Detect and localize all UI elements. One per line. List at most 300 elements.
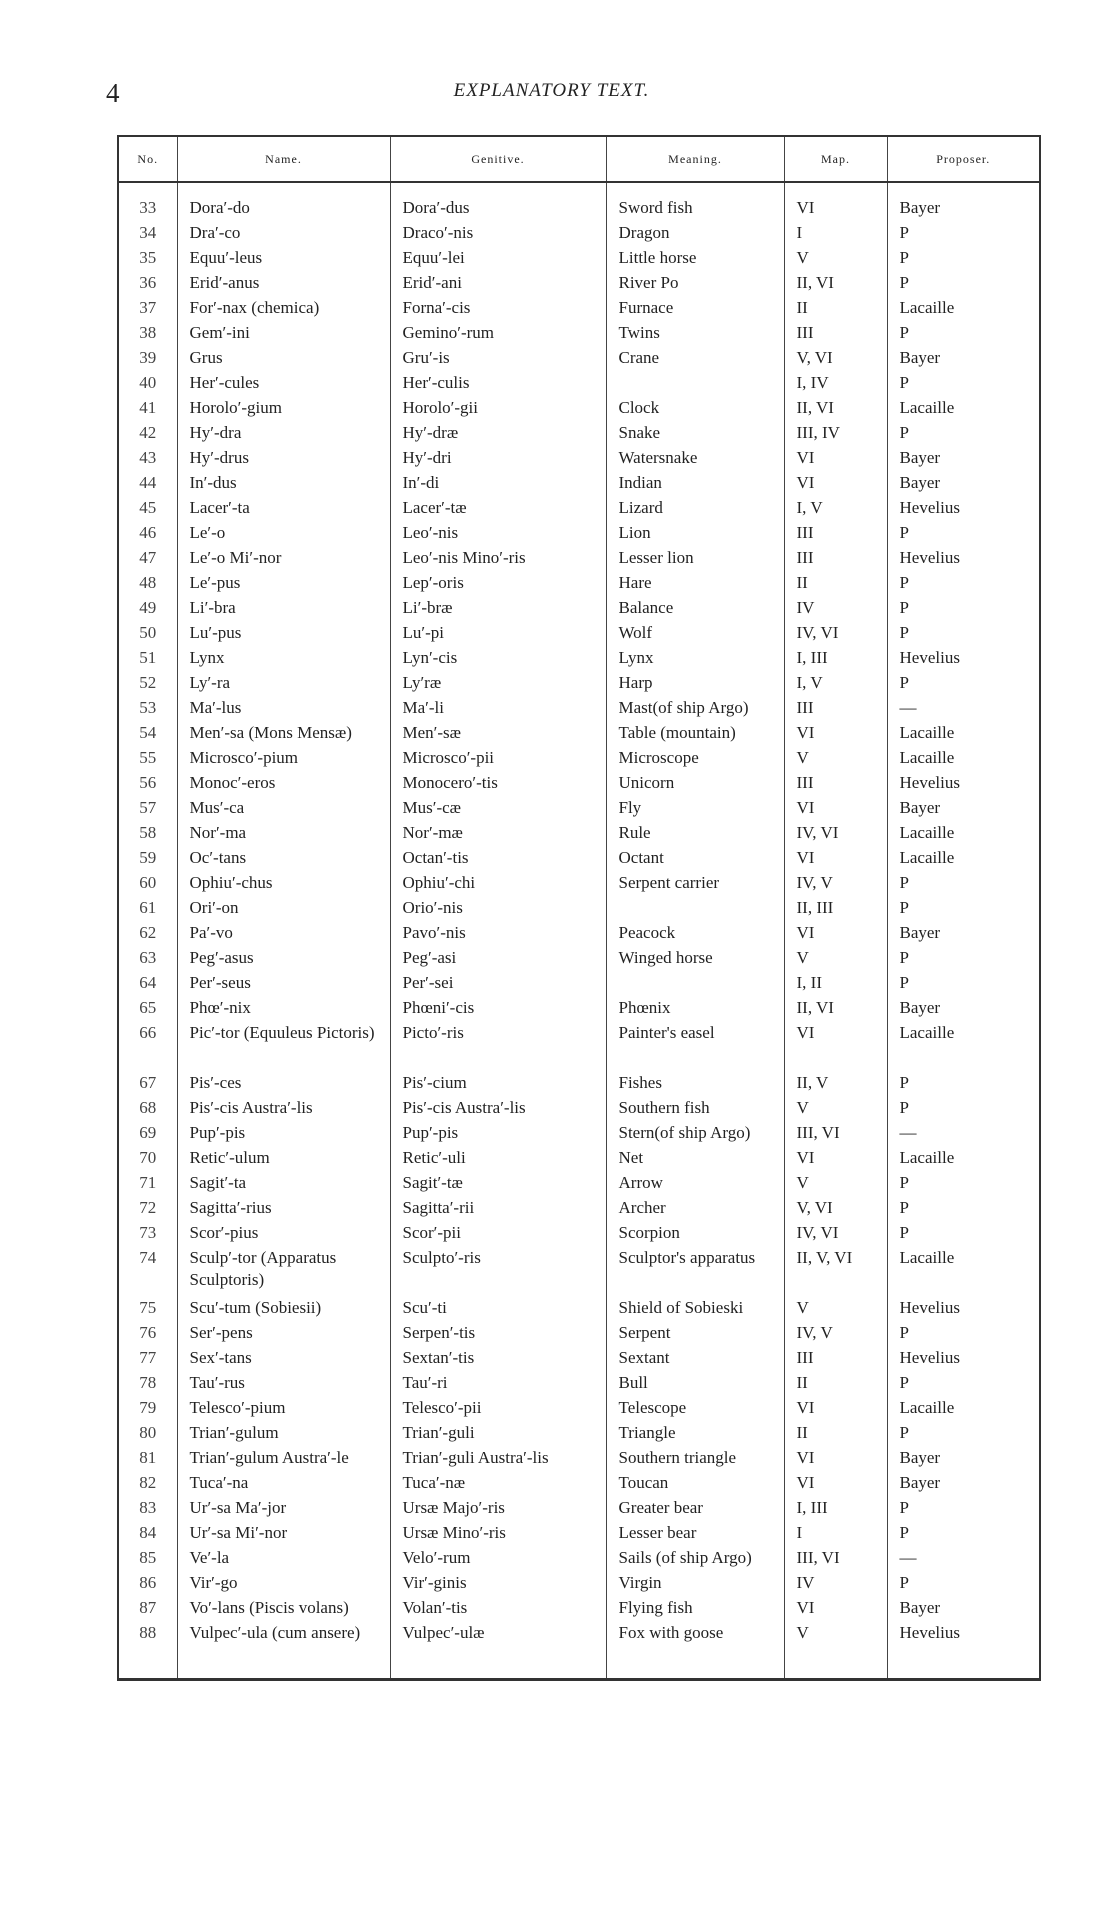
row-number: 82 [119, 1472, 177, 1497]
row-genitive: Pup′-pis [390, 1122, 606, 1147]
row-proposer: Hevelius [899, 648, 960, 667]
row-name: Pa′-vo [177, 922, 390, 947]
row-meaning: Rule [606, 822, 784, 847]
row-number: 38 [119, 322, 177, 347]
row-proposer: Bayer [899, 1598, 941, 1617]
row-genitive: Equu′-lei [390, 247, 606, 272]
row-number: 75 [119, 1297, 177, 1322]
row-map: IV [784, 1572, 887, 1597]
row-proposer: P [899, 873, 909, 892]
row-genitive: Forna′-cis [390, 297, 606, 322]
row-map: I, III [784, 647, 887, 672]
row-number: 41 [119, 397, 177, 422]
row-name: Ma′-lus [177, 697, 390, 722]
row-genitive: Men′-sæ [390, 722, 606, 747]
table-row [119, 647, 1039, 672]
row-number: 59 [119, 847, 177, 872]
row-map: I, II [784, 972, 887, 997]
row-genitive: Scor′-pii [390, 1222, 606, 1247]
row-name: Pis′-cis Austra′-lis [177, 1097, 390, 1122]
row-meaning: Triangle [606, 1422, 784, 1447]
table-row [119, 1522, 1039, 1547]
row-number: 51 [119, 647, 177, 672]
row-number: 56 [119, 772, 177, 797]
row-meaning: Serpent carrier [606, 872, 784, 897]
row-proposer: P [899, 323, 909, 342]
row-name: Vulpec′-ula (cum ansere) [177, 1622, 390, 1678]
row-meaning: Virgin [606, 1572, 784, 1597]
row-name: Scor′-pius [177, 1222, 390, 1247]
row-genitive: Peg′-asi [390, 947, 606, 972]
row-name: Oc′-tans [177, 847, 390, 872]
row-meaning: Octant [606, 847, 784, 872]
row-meaning: Serpent [606, 1322, 784, 1347]
row-number: 57 [119, 797, 177, 822]
row-map: I [784, 222, 887, 247]
row-meaning: Fox with goose [606, 1622, 784, 1678]
row-meaning: Flying fish [606, 1597, 784, 1622]
row-map: III [784, 697, 887, 722]
row-meaning: Phœnix [606, 997, 784, 1022]
row-map: II [784, 297, 887, 322]
row-meaning: Shield of Sobieski [606, 1297, 784, 1322]
row-number: 80 [119, 1422, 177, 1447]
row-map: V [784, 1172, 887, 1197]
row-name: Hy′-dra [177, 422, 390, 447]
row-map: IV, VI [784, 622, 887, 647]
row-genitive: Vir′-ginis [390, 1572, 606, 1597]
table-row [119, 522, 1039, 547]
row-map: III, IV [784, 422, 887, 447]
row-genitive: Monocero′-tis [390, 772, 606, 797]
row-proposer: Lacaille [899, 1248, 955, 1267]
table-row [119, 1372, 1039, 1397]
row-number: 74 [119, 1247, 177, 1297]
column-header-no: No. [119, 137, 177, 182]
row-map: III, VI [784, 1547, 887, 1572]
row-number: 33 [119, 197, 177, 222]
row-name: Phœ′-nix [177, 997, 390, 1022]
row-meaning: Painter's easel [606, 1022, 784, 1072]
row-genitive: Ursæ Majo′-ris [390, 1497, 606, 1522]
row-name: Dra′-co [177, 222, 390, 247]
row-name: Sagit′-ta [177, 1172, 390, 1197]
row-name: Vo′-lans (Piscis volans) [177, 1597, 390, 1622]
table-row [119, 897, 1039, 922]
row-proposer: Lacaille [899, 823, 955, 842]
row-number: 47 [119, 547, 177, 572]
row-meaning: Clock [606, 397, 784, 422]
row-map: I, V [784, 497, 887, 522]
row-number: 69 [119, 1122, 177, 1147]
row-number: 86 [119, 1572, 177, 1597]
table-row [119, 1547, 1039, 1572]
row-genitive: Volan′-tis [390, 1597, 606, 1622]
row-meaning: Indian [606, 472, 784, 497]
row-name: Le′-pus [177, 572, 390, 597]
row-number: 85 [119, 1547, 177, 1572]
row-proposer: P [899, 423, 909, 442]
table-row [119, 847, 1039, 872]
row-meaning: Scorpion [606, 1222, 784, 1247]
row-meaning [606, 372, 784, 397]
table-row [119, 272, 1039, 297]
row-number: 65 [119, 997, 177, 1022]
row-proposer: P [899, 1223, 909, 1242]
row-genitive: Mus′-cæ [390, 797, 606, 822]
row-map: VI [784, 797, 887, 822]
row-number: 79 [119, 1397, 177, 1422]
row-name: Trian′-gulum Austra′-le [177, 1447, 390, 1472]
row-number: 55 [119, 747, 177, 772]
table-row [119, 472, 1039, 497]
row-proposer: Bayer [899, 473, 941, 492]
table-row [119, 497, 1039, 522]
row-map: I, III [784, 1497, 887, 1522]
row-map: II, VI [784, 997, 887, 1022]
row-genitive: Pavo′-nis [390, 922, 606, 947]
row-map: V [784, 1097, 887, 1122]
row-name: Erid′-anus [177, 272, 390, 297]
row-meaning: Greater bear [606, 1497, 784, 1522]
row-number: 52 [119, 672, 177, 697]
table-row [119, 197, 1039, 222]
row-genitive: Per′-sei [390, 972, 606, 997]
row-meaning: Toucan [606, 1472, 784, 1497]
row-meaning: Little horse [606, 247, 784, 272]
table-row [119, 947, 1039, 972]
row-proposer: P [899, 273, 909, 292]
row-genitive: Horolo′-gii [390, 397, 606, 422]
row-number: 62 [119, 922, 177, 947]
row-proposer: Hevelius [899, 1623, 960, 1642]
row-number: 60 [119, 872, 177, 897]
row-genitive: Lacer′-tæ [390, 497, 606, 522]
row-map: VI [784, 1447, 887, 1472]
row-map: II, V [784, 1072, 887, 1097]
table-row [119, 1022, 1039, 1072]
row-name: Trian′-gulum [177, 1422, 390, 1447]
row-proposer: Bayer [899, 923, 941, 942]
row-number: 37 [119, 297, 177, 322]
row-genitive: Phœni′-cis [390, 997, 606, 1022]
row-name: Li′-bra [177, 597, 390, 622]
table-row [119, 1497, 1039, 1522]
row-number: 44 [119, 472, 177, 497]
row-number: 43 [119, 447, 177, 472]
row-proposer: P [899, 1073, 909, 1092]
row-map: II, VI [784, 397, 887, 422]
row-genitive: Trian′-guli [390, 1422, 606, 1447]
table-row [119, 797, 1039, 822]
row-map: III [784, 772, 887, 797]
column-header-proposer: Proposer. [887, 137, 1039, 182]
row-proposer: Lacaille [899, 1398, 955, 1417]
row-name: Ur′-sa Ma′-jor [177, 1497, 390, 1522]
table-row [119, 1122, 1039, 1147]
row-genitive: Pis′-cis Austra′-lis [390, 1097, 606, 1122]
row-proposer: P [899, 248, 909, 267]
row-proposer: Lacaille [899, 848, 955, 867]
row-name: Horolo′-gium [177, 397, 390, 422]
table-row [119, 1322, 1039, 1347]
table-row [119, 772, 1039, 797]
table-row [119, 1147, 1039, 1172]
row-map: III [784, 322, 887, 347]
row-map: V, VI [784, 347, 887, 372]
row-proposer: Hevelius [899, 498, 960, 517]
row-genitive: Ursæ Mino′-ris [390, 1522, 606, 1547]
row-meaning: Archer [606, 1197, 784, 1222]
table-row [119, 247, 1039, 272]
row-proposer: Lacaille [899, 748, 955, 767]
row-genitive: Ophiu′-chi [390, 872, 606, 897]
row-number: 35 [119, 247, 177, 272]
row-map: V [784, 247, 887, 272]
row-name: Le′-o [177, 522, 390, 547]
row-number: 64 [119, 972, 177, 997]
table-row [119, 1222, 1039, 1247]
row-map: V [784, 747, 887, 772]
row-genitive: Tau′-ri [390, 1372, 606, 1397]
row-name: Microsco′-pium [177, 747, 390, 772]
row-proposer: — [899, 698, 917, 717]
row-number: 34 [119, 222, 177, 247]
row-map: I [784, 1522, 887, 1547]
row-meaning: Snake [606, 422, 784, 447]
row-name: Sculp′-tor (Apparatus Sculptoris) [177, 1247, 390, 1297]
row-map: VI [784, 1597, 887, 1622]
row-genitive: Vulpec′-ulæ [390, 1622, 606, 1678]
row-genitive: Scu′-ti [390, 1297, 606, 1322]
row-map: VI [784, 922, 887, 947]
row-name: Ophiu′-chus [177, 872, 390, 897]
row-proposer: P [899, 523, 909, 542]
row-genitive: Sextan′-tis [390, 1347, 606, 1372]
table-spacer-row [119, 182, 1039, 197]
row-name: Per′-seus [177, 972, 390, 997]
row-genitive: Trian′-guli Austra′-lis [390, 1447, 606, 1472]
row-proposer: Bayer [899, 998, 941, 1017]
row-number: 66 [119, 1022, 177, 1072]
table-row [119, 747, 1039, 772]
row-map: VI [784, 1397, 887, 1422]
row-meaning: Telescope [606, 1397, 784, 1422]
row-genitive: Nor′-mæ [390, 822, 606, 847]
row-name: Sex′-tans [177, 1347, 390, 1372]
row-genitive: Gemino′-rum [390, 322, 606, 347]
running-title: EXPLANATORY TEXT. [453, 80, 650, 101]
row-proposer: Bayer [899, 798, 941, 817]
row-proposer: P [899, 223, 909, 242]
row-proposer: Lacaille [899, 398, 955, 417]
table-row [119, 297, 1039, 322]
row-number: 81 [119, 1447, 177, 1472]
table-row [119, 672, 1039, 697]
row-genitive: Telesco′-pii [390, 1397, 606, 1422]
table-row [119, 422, 1039, 447]
table-row [119, 872, 1039, 897]
row-meaning: Peacock [606, 922, 784, 947]
row-name: Pis′-ces [177, 1072, 390, 1097]
row-genitive: Lep′-oris [390, 572, 606, 597]
row-meaning: Lesser lion [606, 547, 784, 572]
row-proposer: P [899, 1323, 909, 1342]
row-meaning: Sextant [606, 1347, 784, 1372]
row-meaning [606, 897, 784, 922]
row-meaning: Harp [606, 672, 784, 697]
row-genitive: Ma′-li [390, 697, 606, 722]
row-proposer: Lacaille [899, 723, 955, 742]
row-map: IV, VI [784, 822, 887, 847]
table-row [119, 622, 1039, 647]
row-genitive: Picto′-ris [390, 1022, 606, 1072]
row-meaning: Winged horse [606, 947, 784, 972]
row-genitive: Sagit′-tæ [390, 1172, 606, 1197]
row-meaning: River Po [606, 272, 784, 297]
row-map: VI [784, 847, 887, 872]
row-meaning: Table (mountain) [606, 722, 784, 747]
row-proposer: Bayer [899, 448, 941, 467]
row-genitive: Octan′-tis [390, 847, 606, 872]
row-name: Men′-sa (Mons Mensæ) [177, 722, 390, 747]
row-meaning: Dragon [606, 222, 784, 247]
row-meaning: Balance [606, 597, 784, 622]
row-meaning: Net [606, 1147, 784, 1172]
table-row [119, 1422, 1039, 1447]
table-row [119, 922, 1039, 947]
row-name: Lynx [177, 647, 390, 672]
row-number: 54 [119, 722, 177, 747]
row-map: IV, V [784, 872, 887, 897]
row-name: Ori′-on [177, 897, 390, 922]
row-genitive: Ly′ræ [390, 672, 606, 697]
table-header-row [119, 137, 1039, 182]
row-proposer: P [899, 1173, 909, 1192]
row-proposer: P [899, 1498, 909, 1517]
row-map: IV, V [784, 1322, 887, 1347]
row-proposer: P [899, 898, 909, 917]
table-row [119, 572, 1039, 597]
row-number: 78 [119, 1372, 177, 1397]
row-number: 36 [119, 272, 177, 297]
row-proposer: P [899, 1523, 909, 1542]
row-map: II [784, 572, 887, 597]
row-name: In′-dus [177, 472, 390, 497]
row-number: 83 [119, 1497, 177, 1522]
table-row [119, 1397, 1039, 1422]
row-name: Scu′-tum (Sobiesii) [177, 1297, 390, 1322]
row-meaning: Twins [606, 322, 784, 347]
row-meaning: Sculptor's apparatus [606, 1247, 784, 1297]
row-number: 72 [119, 1197, 177, 1222]
row-proposer: P [899, 1373, 909, 1392]
row-genitive: Sagitta′-rii [390, 1197, 606, 1222]
row-number: 42 [119, 422, 177, 447]
row-name: Sagitta′-rius [177, 1197, 390, 1222]
row-name: Pic′-tor (Equuleus Pictoris) [177, 1022, 390, 1072]
row-map: V [784, 1622, 887, 1678]
table-row [119, 1247, 1039, 1297]
row-genitive: Retic′-uli [390, 1147, 606, 1172]
row-name: Equu′-leus [177, 247, 390, 272]
row-name: Tuca′-na [177, 1472, 390, 1497]
row-map: III [784, 547, 887, 572]
row-name: Ser′-pens [177, 1322, 390, 1347]
table-row [119, 597, 1039, 622]
table-row [119, 1197, 1039, 1222]
row-number: 76 [119, 1322, 177, 1347]
row-proposer: P [899, 673, 909, 692]
row-number: 49 [119, 597, 177, 622]
row-number: 40 [119, 372, 177, 397]
row-meaning: Furnace [606, 297, 784, 322]
row-number: 87 [119, 1597, 177, 1622]
row-name: Ur′-sa Mi′-nor [177, 1522, 390, 1547]
row-number: 61 [119, 897, 177, 922]
row-number: 53 [119, 697, 177, 722]
row-meaning: Lizard [606, 497, 784, 522]
row-meaning: Sword fish [606, 197, 784, 222]
row-map: IV [784, 597, 887, 622]
row-map: III [784, 1347, 887, 1372]
row-map: VI [784, 722, 887, 747]
row-meaning: Lesser bear [606, 1522, 784, 1547]
row-name: Lacer′-ta [177, 497, 390, 522]
row-map: I, V [784, 672, 887, 697]
row-map: V, VI [784, 1197, 887, 1222]
constellation-table [117, 135, 1041, 1681]
table-row [119, 1572, 1039, 1597]
row-name: Mus′-ca [177, 797, 390, 822]
row-number: 46 [119, 522, 177, 547]
row-meaning: Southern fish [606, 1097, 784, 1122]
row-proposer: P [899, 598, 909, 617]
row-meaning: Fishes [606, 1072, 784, 1097]
row-map: V [784, 947, 887, 972]
row-name: Gem′-ini [177, 322, 390, 347]
table-row [119, 1622, 1039, 1678]
row-map: VI [784, 447, 887, 472]
column-header-map: Map. [784, 137, 887, 182]
row-name: Pup′-pis [177, 1122, 390, 1147]
table-row [119, 1597, 1039, 1622]
row-proposer: — [899, 1123, 917, 1142]
row-genitive: Dora′-dus [390, 197, 606, 222]
row-map: VI [784, 1472, 887, 1497]
row-map: III [784, 522, 887, 547]
row-meaning: Crane [606, 347, 784, 372]
row-name: For′-nax (chemica) [177, 297, 390, 322]
row-name: Tau′-rus [177, 1372, 390, 1397]
row-genitive: Li′-bræ [390, 597, 606, 622]
row-map: II, V, VI [784, 1247, 887, 1297]
row-name: Dora′-do [177, 197, 390, 222]
column-header-meaning: Meaning. [606, 137, 784, 182]
row-name: Ly′-ra [177, 672, 390, 697]
row-genitive: Leo′-nis Mino′-ris [390, 547, 606, 572]
row-name: Hy′-drus [177, 447, 390, 472]
row-proposer: Hevelius [899, 1348, 960, 1367]
row-proposer: P [899, 623, 909, 642]
row-meaning: Bull [606, 1372, 784, 1397]
row-number: 73 [119, 1222, 177, 1247]
row-proposer: P [899, 1573, 909, 1592]
row-meaning: Hare [606, 572, 784, 597]
row-name: Nor′-ma [177, 822, 390, 847]
row-name: Lu′-pus [177, 622, 390, 647]
row-number: 88 [119, 1622, 177, 1678]
